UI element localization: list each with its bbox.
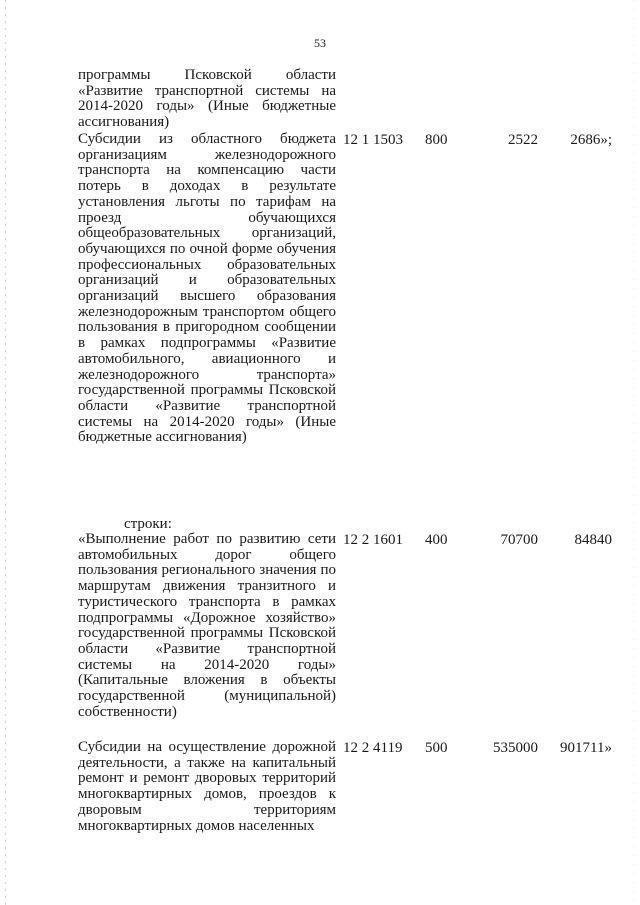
page-number: 53: [314, 36, 326, 50]
road-network-code: 12 2 1601: [343, 532, 403, 548]
subsidy-rail-description: Субсидии из областного бюджета организациям железнодорожного транспорта на компенсацию части потерь в доходах в результате установления льготы по тарифам на проезд обучающихся общеобразовательных организаций, обучающихся по очной форме обучения профессиональных образовательных организаций и образовательных организаций высшего образования железнодорожным транспортом общего пользования в пригородном сообщении в рамках подпрограммы «Развитие автомобильного, авиационного и железнодорожного транспорта» государственной программы Псковской области «Развитие транспортной системы на 2014-2020 годы» (Иные бюджетные ассигнования): [78, 131, 336, 446]
road-network-description: «Выполнение работ по развитию сети автомобильных дорог общего пользования регионального значения по маршрутам движения транзитного и туристического транспорта в рамках подпрограммы «Дорожное хозяйство» государственной программы Псковской области «Развитие транспортной системы на 2014-2020 годы» (Капитальные вложения в объекты государственной (муниципальной) собственности): [78, 531, 336, 720]
road-activity-code: 12 2 4119: [343, 740, 403, 756]
subsidy-rail-value-2019: 2522: [508, 132, 538, 148]
road-activity-value-2019: 535000: [493, 740, 538, 756]
subsidy-rail-code: 12 1 1503: [343, 132, 403, 148]
road-network-type: 400: [425, 532, 448, 548]
scan-edge-right: [633, 0, 634, 905]
subheading-rows: строки:: [124, 516, 172, 532]
road-activity-value-2020: 901711»: [560, 740, 612, 756]
scan-edge-left: [5, 0, 6, 905]
road-activity-description: Субсидии на осуществление дорожной деятельности, а также на капитальный ремонт и ремонт дворовых территорий многоквартирных домов, проездов к дворовым территориям многоквартирных домов населенных: [78, 739, 336, 834]
subsidy-rail-value-2020: 2686»;: [570, 132, 612, 148]
road-activity-type: 500: [425, 740, 448, 756]
road-network-value-2019: 70700: [500, 532, 538, 548]
road-network-value-2020: 84840: [574, 532, 612, 548]
subsidy-rail-type: 800: [425, 132, 448, 148]
continuation-text: программы Псковской области «Развитие транспортной системы на 2014-2020 годы» (Иные бюджетные ассигнования): [78, 67, 336, 131]
